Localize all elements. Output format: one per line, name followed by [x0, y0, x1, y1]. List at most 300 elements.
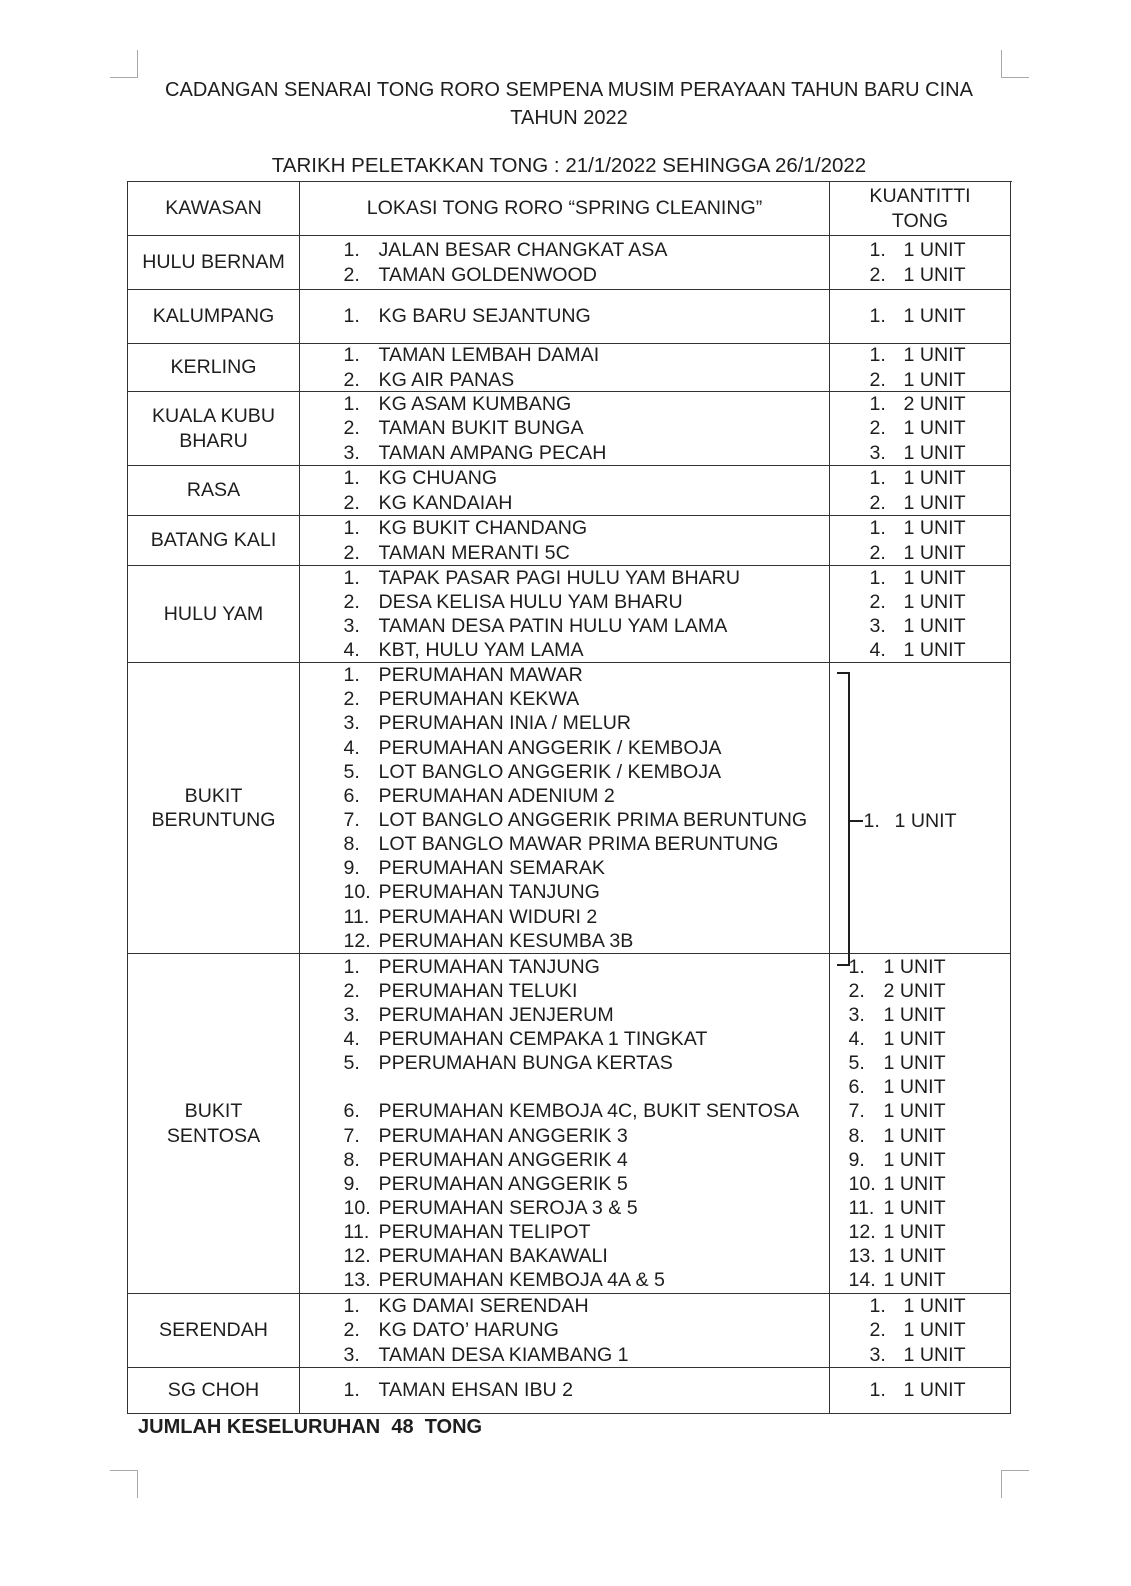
quantity-number: 2. [869, 590, 886, 613]
quantity-value: 1 UNIT [883, 1221, 946, 1244]
grouping-bracket [837, 672, 850, 966]
location-number: 3. [343, 712, 360, 735]
quantity-item [830, 491, 1010, 515]
quantity-item [830, 1003, 1010, 1027]
location-item [300, 1378, 829, 1402]
quantity-value: 1 UNIT [903, 344, 966, 367]
document-title-year: TAHUN 2022 [510, 107, 628, 129]
grand-total: JUMLAH KESELURUHAN 48 TONG [138, 1416, 483, 1438]
quantity-number: 2. [869, 263, 886, 286]
location-name: KBT, HULU YAM LAMA [378, 639, 584, 662]
area-cell [128, 344, 300, 392]
quantity-value: 1 UNIT [903, 441, 966, 464]
quantity-item [830, 541, 1010, 565]
quantity-value: 1 UNIT [903, 417, 966, 440]
quantity-item [830, 516, 1010, 540]
location-name: KG BARU SEJANTUNG [378, 305, 591, 328]
location-number: 2. [343, 417, 360, 440]
bin-location-table [127, 181, 1012, 1414]
location-item [300, 808, 829, 832]
area-name: BHARU [179, 429, 248, 452]
header-kawasan-label: KAWASAN [165, 197, 262, 220]
location-number: 1. [343, 1295, 360, 1318]
area-cell [128, 663, 300, 954]
location-name: KG DAMAI SERENDAH [378, 1295, 589, 1318]
location-number: 1. [343, 955, 360, 978]
location-item [300, 1220, 829, 1244]
location-name: TAMAN LEMBAH DAMAI [378, 344, 600, 367]
quantity-cell [830, 516, 1011, 566]
header-lokasi-label: LOKASI TONG RORO “SPRING CLEANING” [366, 197, 763, 220]
quantity-item [830, 1343, 1010, 1367]
location-cell [300, 954, 830, 1294]
location-name: PERUMAHAN WIDURI 2 [378, 905, 598, 928]
quantity-item [830, 1294, 1010, 1318]
quantity-number: 1. [869, 344, 886, 367]
blank-line [300, 1075, 829, 1099]
location-number: 5. [343, 1052, 360, 1075]
location-number: 5. [343, 760, 360, 783]
location-number: 1. [343, 344, 360, 367]
quantity-number: 2. [869, 368, 886, 391]
location-number: 2. [343, 979, 360, 1002]
quantity-cell [830, 290, 1011, 344]
quantity-item [830, 392, 1010, 416]
location-name: TAPAK PASAR PAGI HULU YAM BHARU [378, 566, 740, 589]
quantity-item [830, 1172, 1010, 1196]
location-number: 2. [343, 1319, 360, 1342]
quantity-value: 1 UNIT [903, 590, 966, 613]
location-item [300, 466, 829, 490]
location-name: TAMAN GOLDENWOOD [378, 263, 597, 286]
quantity-value: 1 UNIT [883, 1003, 946, 1026]
quantity-number: 1. [869, 239, 886, 262]
area-name: KALUMPANG [152, 305, 275, 328]
quantity-item [830, 1099, 1010, 1123]
location-number: 10. [343, 1196, 371, 1219]
location-item [300, 880, 829, 904]
location-number: 1. [343, 305, 360, 328]
location-item [300, 1318, 829, 1342]
location-number: 4. [343, 639, 360, 662]
location-item [300, 1099, 829, 1123]
location-item [300, 1172, 829, 1196]
location-item [300, 343, 829, 367]
area-cell [128, 516, 300, 566]
quantity-cell [830, 236, 1011, 290]
location-item [300, 760, 829, 784]
area-cell [128, 290, 300, 344]
location-number: 4. [343, 736, 360, 759]
location-item [300, 929, 829, 953]
location-item [300, 1051, 829, 1075]
location-name: KG AIR PANAS [378, 368, 515, 391]
quantity-cell [830, 1368, 1011, 1414]
location-item [300, 1003, 829, 1027]
quantity-cell [830, 344, 1011, 392]
location-item [300, 1027, 829, 1051]
area-cell [128, 466, 300, 516]
quantity-item [830, 441, 1010, 465]
quantity-value: 1 UNIT [903, 541, 966, 564]
location-number: 1. [343, 1379, 360, 1402]
quantity-number: 9. [848, 1148, 865, 1171]
quantity-item [830, 304, 1010, 328]
location-item [300, 416, 829, 440]
location-item [300, 238, 829, 262]
document-title: CADANGAN SENARAI TONG RORO SEMPENA MUSIM PERAYAAN TAHUN BARU CINA [165, 79, 973, 101]
quantity-value: 1 UNIT [903, 1343, 966, 1366]
location-name: TAMAN DESA KIAMBANG 1 [378, 1343, 629, 1366]
location-item [300, 638, 829, 662]
location-name: PERUMAHAN ANGGERIK 3 [378, 1124, 628, 1147]
location-name: TAMAN MERANTI 5C [378, 541, 570, 564]
location-item [300, 784, 829, 808]
quantity-item [830, 416, 1010, 440]
location-name: TAMAN DESA PATIN HULU YAM LAMA [378, 615, 728, 637]
quantity-value: 1 UNIT [903, 1319, 966, 1342]
location-number: 7. [343, 809, 360, 831]
quantity-value: 1 UNIT [903, 467, 966, 490]
quantity-number: 1. [869, 305, 886, 328]
location-item [300, 441, 829, 465]
quantity-number: 2. [869, 417, 886, 440]
grouping-bracket-tick [848, 820, 864, 822]
location-cell [300, 236, 830, 290]
location-number: 8. [343, 833, 360, 856]
location-name: KG BUKIT CHANDANG [378, 517, 588, 540]
location-number: 2. [343, 541, 360, 564]
quantity-cell [830, 566, 1011, 663]
location-item [300, 1268, 829, 1292]
location-name: PERUMAHAN SEROJA 3 & 5 [378, 1196, 638, 1219]
area-name: RASA [186, 479, 241, 502]
quantity-item [830, 979, 1010, 1003]
quantity-number: 4. [869, 639, 886, 662]
location-number: 12. [343, 929, 371, 952]
location-number: 2. [343, 590, 360, 613]
quantity-item [830, 1378, 1010, 1402]
location-number: 1. [343, 467, 360, 490]
quantity-number: 2. [848, 979, 865, 1002]
location-name: PERUMAHAN KEKWA [378, 688, 580, 711]
location-number: 3. [343, 1003, 360, 1026]
quantity-value: 1 UNIT [883, 1172, 946, 1195]
header-kuantiti-label: TONG [891, 209, 949, 232]
location-item [300, 614, 829, 638]
location-number: 10. [343, 881, 371, 904]
location-name: PERUMAHAN ANGGERIK 4 [378, 1148, 628, 1171]
location-name: KG CHUANG [378, 467, 498, 490]
quantity-cell [830, 466, 1011, 516]
quantity-value: 1 UNIT [883, 1076, 946, 1099]
location-item [300, 711, 829, 735]
location-item [300, 263, 829, 287]
quantity-number: 10. [848, 1172, 876, 1195]
quantity-value: 1 UNIT [883, 1100, 946, 1123]
header-kuantiti [830, 182, 1011, 236]
location-cell [300, 516, 830, 566]
location-name: JALAN BESAR CHANGKAT ASA [378, 239, 668, 262]
location-number: 11. [343, 1221, 370, 1244]
location-number: 11. [343, 905, 370, 928]
quantity-value: 1 UNIT [883, 1245, 946, 1268]
location-item [300, 516, 829, 540]
location-name: TAMAN AMPANG PECAH [378, 441, 607, 464]
header-lokasi [300, 182, 830, 236]
quantity-value: 2 UNIT [903, 393, 966, 416]
location-item [300, 1124, 829, 1148]
crop-mark-bottom-right [1001, 1470, 1029, 1498]
quantity-value: 1 UNIT [883, 1269, 946, 1292]
quantity-number: 4. [848, 1027, 865, 1050]
crop-mark-top-right [1001, 50, 1029, 78]
location-number: 8. [343, 1148, 360, 1171]
location-name: KG ASAM KUMBANG [378, 393, 572, 416]
location-item [300, 1244, 829, 1268]
quantity-item [830, 590, 1010, 614]
location-item [300, 955, 829, 979]
quantity-value: 1 UNIT [903, 239, 966, 262]
location-number: 1. [343, 239, 360, 262]
quantity-item [830, 368, 1010, 392]
location-item [300, 304, 829, 328]
location-item [300, 832, 829, 856]
quantity-number: 1. [863, 809, 880, 832]
area-cell [128, 236, 300, 290]
quantity-value: 1 UNIT [883, 1027, 946, 1050]
location-name: KG KANDAIAH [378, 491, 513, 514]
quantity-item [830, 1027, 1010, 1051]
area-name: BATANG KALI [150, 529, 277, 552]
quantity-value: 1 UNIT [883, 1148, 946, 1171]
quantity-number: 7. [848, 1100, 865, 1123]
quantity-item [830, 263, 1010, 287]
location-name: PERUMAHAN MAWAR [378, 664, 583, 687]
quantity-value: 1 UNIT [903, 368, 966, 391]
quantity-number: 1. [869, 467, 886, 490]
location-number: 9. [343, 1172, 360, 1195]
location-name: PERUMAHAN BAKAWALI [378, 1245, 608, 1268]
quantity-value: 1 UNIT [903, 1295, 966, 1318]
quantity-item [830, 1220, 1010, 1244]
location-number: 3. [343, 615, 360, 637]
location-number: 4. [343, 1027, 360, 1050]
location-number: 1. [343, 664, 360, 687]
location-name: LOT BANGLO ANGGERIK / KEMBOJA [378, 760, 722, 783]
location-number: 7. [343, 1124, 360, 1147]
quantity-value: 1 UNIT [903, 263, 966, 286]
quantity-value: 1 UNIT [883, 1196, 946, 1219]
location-name: PERUMAHAN KEMBOJA 4C, BUKIT SENTOSA [378, 1100, 800, 1123]
location-item [300, 1196, 829, 1220]
location-item [300, 392, 829, 416]
location-cell [300, 344, 830, 392]
crop-mark-bottom-left [110, 1470, 138, 1498]
location-item [300, 1343, 829, 1367]
quantity-number: 12. [848, 1221, 876, 1244]
quantity-number: 11. [848, 1196, 875, 1219]
location-number: 1. [343, 517, 360, 540]
quantity-number: 1. [869, 517, 886, 540]
location-name: PERUMAHAN KEMBOJA 4A & 5 [378, 1269, 665, 1292]
quantity-value: 1 UNIT [903, 566, 966, 589]
location-item [300, 590, 829, 614]
location-cell [300, 466, 830, 516]
location-name: PERUMAHAN SEMARAK [378, 857, 605, 880]
location-cell [300, 663, 830, 954]
quantity-item [830, 343, 1010, 367]
area-cell [128, 392, 300, 466]
location-number: 3. [343, 1343, 360, 1366]
location-number: 6. [343, 784, 360, 807]
quantity-cell [830, 954, 1011, 1294]
location-number: 3. [343, 441, 360, 464]
location-item [300, 1294, 829, 1318]
location-item [300, 491, 829, 515]
location-name: PERUMAHAN TELUKI [378, 979, 578, 1002]
quantity-item [830, 1268, 1010, 1292]
quantity-number: 3. [848, 1003, 865, 1026]
location-number: 2. [343, 688, 360, 711]
location-name: PPERUMAHAN BUNGA KERTAS [378, 1052, 673, 1075]
quantity-value: 1 UNIT [903, 517, 966, 540]
header-kawasan [128, 182, 300, 236]
location-name: PERUMAHAN TANJUNG [378, 955, 600, 978]
quantity-number: 1. [848, 955, 865, 978]
location-number: 1. [343, 566, 360, 589]
location-name: PERUMAHAN INIA / MELUR [378, 712, 632, 735]
location-item [300, 979, 829, 1003]
location-number: 9. [343, 857, 360, 880]
quantity-number: 1. [869, 393, 886, 416]
quantity-number: 2. [869, 1319, 886, 1342]
quantity-number: 3. [869, 615, 886, 637]
quantity-number: 13. [848, 1245, 876, 1268]
area-name: KERLING [170, 356, 257, 379]
location-name: LOT BANGLO MAWAR PRIMA BERUNTUNG [378, 833, 779, 856]
location-name: PERUMAHAN ADENIUM 2 [378, 784, 615, 807]
quantity-item [830, 1148, 1010, 1172]
location-name: PERUMAHAN KESUMBA 3B [378, 929, 634, 952]
crop-mark-top-left [110, 50, 138, 78]
location-item [300, 856, 829, 880]
location-name: PERUMAHAN TELIPOT [378, 1221, 591, 1244]
quantity-item [830, 1196, 1010, 1220]
quantity-item [830, 1075, 1010, 1099]
area-name: SENTOSA [166, 1124, 261, 1147]
quantity-value: 1 UNIT [903, 491, 966, 514]
quantity-item [830, 1051, 1010, 1075]
quantity-number: 3. [869, 1343, 886, 1366]
area-name: BUKIT [184, 1100, 243, 1123]
area-cell [128, 1294, 300, 1368]
location-number: 12. [343, 1245, 371, 1268]
location-item [300, 368, 829, 392]
quantity-cell [830, 663, 1011, 954]
area-cell [128, 566, 300, 663]
quantity-item [830, 466, 1010, 490]
quantity-value: 2 UNIT [883, 979, 946, 1002]
location-number: 6. [343, 1100, 360, 1123]
location-name: PERUMAHAN TANJUNG [378, 881, 600, 904]
location-name: LOT BANGLO ANGGERIK PRIMA BERUNTUNG [378, 809, 808, 831]
quantity-number: 3. [869, 441, 886, 464]
quantity-number: 2. [869, 491, 886, 514]
location-cell [300, 290, 830, 344]
quantity-value: 1 UNIT [903, 1379, 966, 1402]
quantity-value: 1 UNIT [883, 1052, 946, 1075]
area-name: KUALA KUBU [151, 405, 276, 428]
location-name: DESA KELISA HULU YAM BHARU [378, 590, 683, 613]
quantity-value: 1 UNIT [883, 1124, 946, 1147]
area-name: SG CHOH [167, 1379, 260, 1402]
quantity-item [830, 1124, 1010, 1148]
location-name: PERUMAHAN ANGGERIK 5 [378, 1172, 628, 1195]
quantity-cell [830, 1294, 1011, 1368]
location-cell [300, 566, 830, 663]
location-name: KG DATO’ HARUNG [378, 1319, 559, 1342]
quantity-value: 1 UNIT [903, 639, 966, 662]
area-cell [128, 1368, 300, 1414]
location-name: TAMAN EHSAN IBU 2 [378, 1379, 574, 1402]
quantity-item [830, 1318, 1010, 1342]
location-number: 2. [343, 368, 360, 391]
location-item [300, 905, 829, 929]
quantity-number: 1. [869, 1379, 886, 1402]
location-item [300, 1148, 829, 1172]
location-item [300, 687, 829, 711]
quantity-item [830, 566, 1010, 590]
header-kuantiti-label: KUANTITTI [869, 185, 971, 208]
quantity-number: 6. [848, 1076, 865, 1099]
location-number: 13. [343, 1269, 371, 1292]
quantity-number: 1. [869, 1295, 886, 1318]
area-name: HULU YAM [163, 602, 264, 625]
quantity-number: 8. [848, 1124, 865, 1147]
quantity-item [830, 1244, 1010, 1268]
quantity-item [830, 614, 1010, 638]
location-item [300, 566, 829, 590]
quantity-number: 14. [848, 1269, 876, 1292]
area-name: SERENDAH [159, 1319, 268, 1342]
quantity-item [830, 238, 1010, 262]
location-cell [300, 1294, 830, 1368]
location-cell [300, 392, 830, 466]
quantity-value: 1 UNIT [894, 809, 957, 832]
quantity-number: 2. [869, 541, 886, 564]
location-cell [300, 1368, 830, 1414]
area-name: HULU BERNAM [142, 251, 285, 274]
area-cell [128, 954, 300, 1294]
placement-date-range: TARIKH PELETAKKAN TONG : 21/1/2022 SEHINGGA 26/1/2022 [271, 154, 867, 177]
location-name: PERUMAHAN CEMPAKA 1 TINGKAT [378, 1027, 708, 1050]
quantity-item [830, 638, 1010, 662]
location-item [300, 663, 829, 687]
location-number: 1. [343, 393, 360, 416]
quantity-value: 1 UNIT [903, 305, 966, 328]
area-name: BUKIT [184, 784, 243, 807]
quantity-number: 1. [869, 566, 886, 589]
quantity-cell [830, 392, 1011, 466]
quantity-item [830, 955, 1010, 979]
location-item [300, 541, 829, 565]
quantity-value: 1 UNIT [883, 955, 946, 978]
quantity-item [864, 809, 957, 833]
location-name: PERUMAHAN ANGGERIK / KEMBOJA [378, 736, 722, 759]
location-item [300, 736, 829, 760]
location-name: TAMAN BUKIT BUNGA [378, 417, 584, 440]
